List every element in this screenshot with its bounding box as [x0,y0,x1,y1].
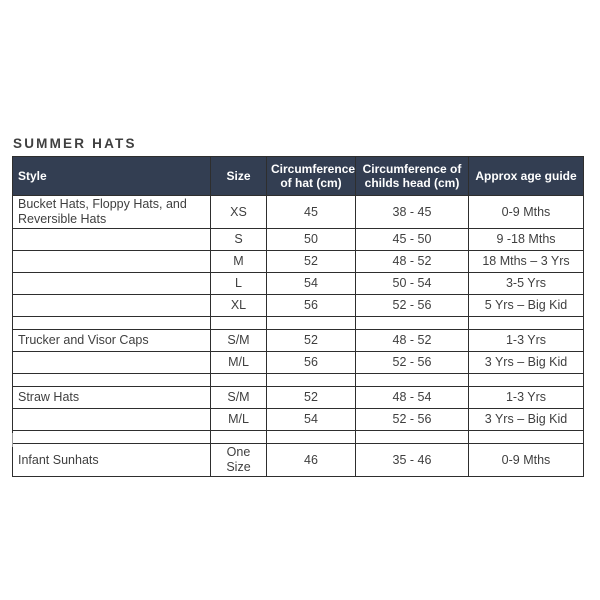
table-row [13,229,584,251]
header-hat-circumference: Circumference of hat (cm) [267,157,356,196]
table-row [13,409,584,431]
stray-border-line [12,433,13,447]
spacer-cell [267,317,356,330]
table-row [13,196,584,229]
header-row [13,157,584,196]
cell-head_cm: 50 - 54 [356,273,469,295]
cell-age: 3 Yrs – Big Kid [469,409,584,431]
cell-style [13,229,211,251]
header-age-guide: Approx age guide [469,157,584,196]
cell-style: Trucker and Visor Caps [13,330,211,352]
size-table-body [13,196,584,477]
cell-age: 1-3 Yrs [469,387,584,409]
table-row [13,352,584,374]
cell-hat_cm: 56 [267,352,356,374]
cell-head_cm: 48 - 52 [356,330,469,352]
cell-size: S/M [211,387,267,409]
spacer-cell [211,431,267,444]
cell-hat_cm: 54 [267,273,356,295]
cell-head_cm: 48 - 52 [356,251,469,273]
cell-age: 18 Mths – 3 Yrs [469,251,584,273]
size-chart-table [12,156,584,477]
cell-hat_cm: 45 [267,196,356,229]
cell-age: 3-5 Yrs [469,273,584,295]
cell-age: 1-3 Yrs [469,330,584,352]
spacer-row [13,317,584,330]
cell-style [13,295,211,317]
cell-head_cm: 48 - 54 [356,387,469,409]
spacer-row [13,374,584,387]
cell-age: 0-9 Mths [469,196,584,229]
header-head-circumference: Circumference of childs head (cm) [356,157,469,196]
cell-hat_cm: 46 [267,444,356,477]
cell-head_cm: 45 - 50 [356,229,469,251]
cell-size: M/L [211,352,267,374]
cell-size: L [211,273,267,295]
cell-style: Infant Sunhats [13,444,211,477]
cell-age: 9 -18 Mths [469,229,584,251]
cell-head_cm: 52 - 56 [356,352,469,374]
cell-style: Straw Hats [13,387,211,409]
spacer-cell [356,317,469,330]
cell-size: XS [211,196,267,229]
cell-style [13,251,211,273]
cell-style: Bucket Hats, Floppy Hats, and Reversible Hats [13,196,211,229]
cell-size: One Size [211,444,267,477]
cell-head_cm: 38 - 45 [356,196,469,229]
size-chart-section [12,136,584,477]
cell-style [13,352,211,374]
spacer-cell [13,317,211,330]
cell-hat_cm: 52 [267,251,356,273]
cell-size: XL [211,295,267,317]
table-row [13,273,584,295]
cell-age: 3 Yrs – Big Kid [469,352,584,374]
table-row [13,330,584,352]
spacer-cell [469,374,584,387]
cell-size: M/L [211,409,267,431]
spacer-cell [13,431,211,444]
table-header [13,157,584,196]
spacer-row [13,431,584,444]
cell-age: 0-9 Mths [469,444,584,477]
cell-style [13,273,211,295]
spacer-cell [267,374,356,387]
cell-head_cm: 35 - 46 [356,444,469,477]
cell-head_cm: 52 - 56 [356,295,469,317]
spacer-cell [469,317,584,330]
cell-style [13,409,211,431]
spacer-cell [356,374,469,387]
header-size: Size [211,157,267,196]
cell-hat_cm: 50 [267,229,356,251]
cell-hat_cm: 54 [267,409,356,431]
spacer-cell [13,374,211,387]
spacer-cell [211,374,267,387]
cell-size: S/M [211,330,267,352]
cell-hat_cm: 52 [267,330,356,352]
table-row [13,387,584,409]
page-title: SUMMER HATS [13,136,137,151]
spacer-cell [267,431,356,444]
cell-hat_cm: 56 [267,295,356,317]
spacer-cell [469,431,584,444]
table-row [13,444,584,477]
cell-age: 5 Yrs – Big Kid [469,295,584,317]
spacer-cell [211,317,267,330]
cell-head_cm: 52 - 56 [356,409,469,431]
table-row [13,295,584,317]
cell-size: M [211,251,267,273]
cell-hat_cm: 52 [267,387,356,409]
header-style: Style [13,157,211,196]
cell-size: S [211,229,267,251]
table-row [13,251,584,273]
spacer-cell [356,431,469,444]
